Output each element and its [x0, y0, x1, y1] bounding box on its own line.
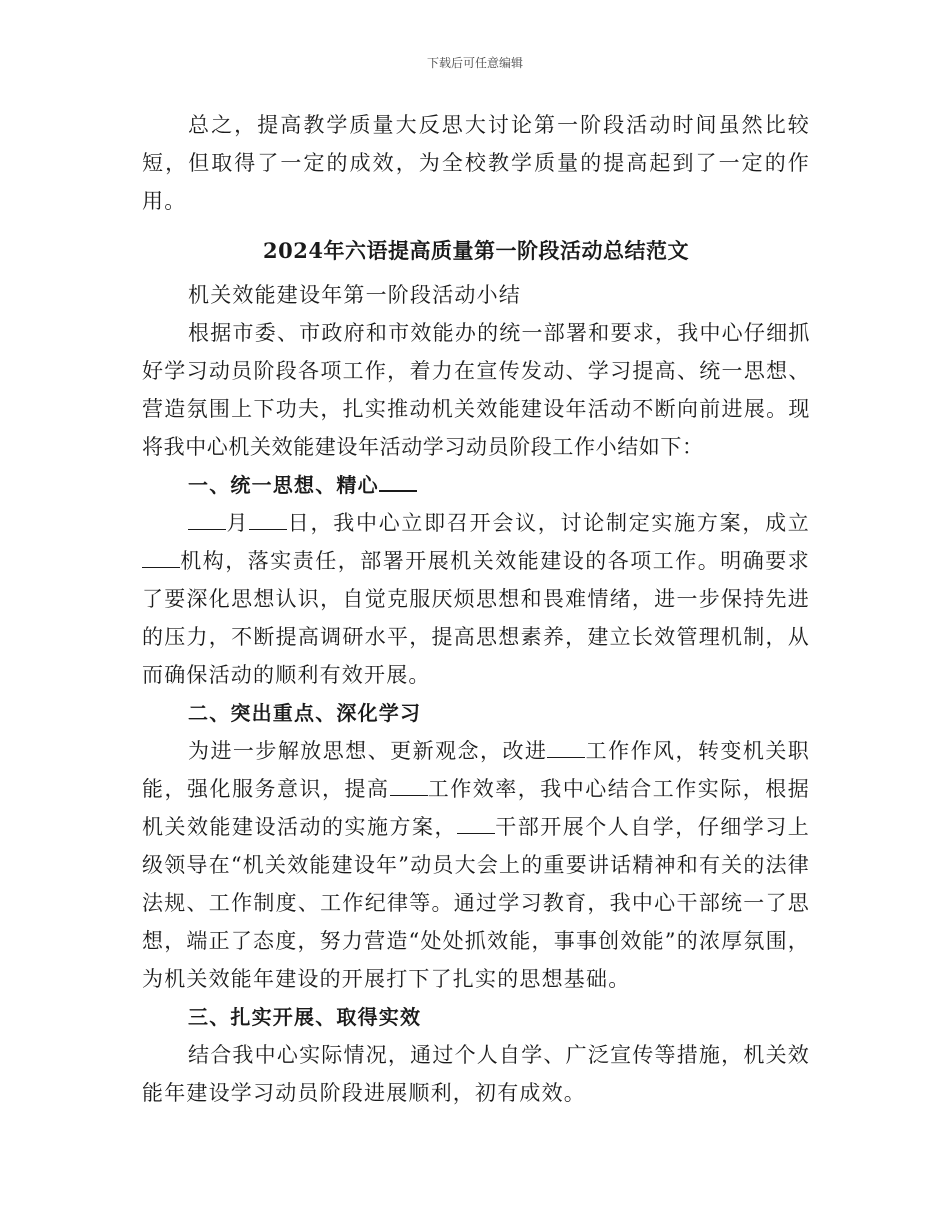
section-2-text-1: 为进一步解放思想、更新观念，改进 [188, 739, 548, 763]
section-2-text-2: 工作作风，转变机关职能，强化服务意识，提高 [142, 739, 811, 801]
section-2-text-3: 工作效率，我中心结合工作实际，根据机关效能建设活动的实施方案， [142, 777, 810, 839]
page-header-note: 下载后可任意编辑 [426, 56, 523, 70]
section-2-text-4: 干部开展个人自学，仔细学习上级领导在“机关效能建设年”动员大会上的重要讲话精神和有关的法律法规、工作制度、工作纪律等。通过学习教育，我中心干部统一了思想，端正了态度，努力营造“处处抓效能，事事创效能”的浓厚氛围，为机关效能年建设的开展打下了扎实的思想基础。 [142, 815, 810, 991]
section-1-text-3: 机构，落实责任，部署开展机关效能建设的各项工作。明确要求了要深化思想认识，自觉克服厌烦思想和畏难情绪，进一步保持先进的压力，不断提高调研水平，提高思想素养，建立长效管理机制，从而确保活动的顺利有效开展。 [142, 549, 810, 687]
section-2-heading: 二、突出重点、深化学习 [188, 701, 422, 725]
section-1-paragraph [142, 504, 810, 694]
document-subtitle: 机关效能建设年第一阶段活动小结 [188, 283, 521, 307]
section-3-paragraph: 结合我中心实际情况，通过个人自学、广泛宣传等措施，机关效能年建设学习动员阶段进展顺利，初有成效。 [142, 1043, 810, 1105]
blank-cadres [457, 813, 495, 834]
blank-day [249, 509, 287, 530]
document-body [142, 106, 810, 1112]
intro-paragraph: 总之，提高教学质量大反思大讨论第一阶段活动时间虽然比较短，但取得了一定的成效，为全校教学质量的提高起到了一定的作用。 [142, 113, 810, 213]
section-1-text-1: 月 [226, 511, 250, 535]
blank-work-style [547, 737, 585, 758]
blank-efficiency [390, 775, 428, 796]
section-1-heading-text: 一、统一思想、精心 [188, 473, 379, 497]
blank-month [188, 509, 226, 530]
opening-paragraph: 根据市委、市政府和市效能办的统一部署和要求，我中心仔细抓好学习动员阶段各项工作，着力在宣传发动、学习提高、统一思想、营造氛围上下功夫，扎实推动机关效能建设年活动不断向前进展。现将我中心机关效能建设年活动学习动员阶段工作小结如下： [142, 321, 810, 459]
section-1-heading [142, 466, 810, 504]
section-2-paragraph [142, 732, 810, 998]
section-1-text-2: 日，我中心立即召开会议，讨论制定实施方案，成立 [287, 511, 810, 535]
section-1-heading-blank [379, 470, 417, 492]
blank-organization [142, 547, 180, 568]
document-title: 2024年六语提高质量第一阶段活动总结范文 [263, 238, 689, 263]
section-3-heading: 三、扎实开展、取得实效 [188, 1005, 422, 1029]
